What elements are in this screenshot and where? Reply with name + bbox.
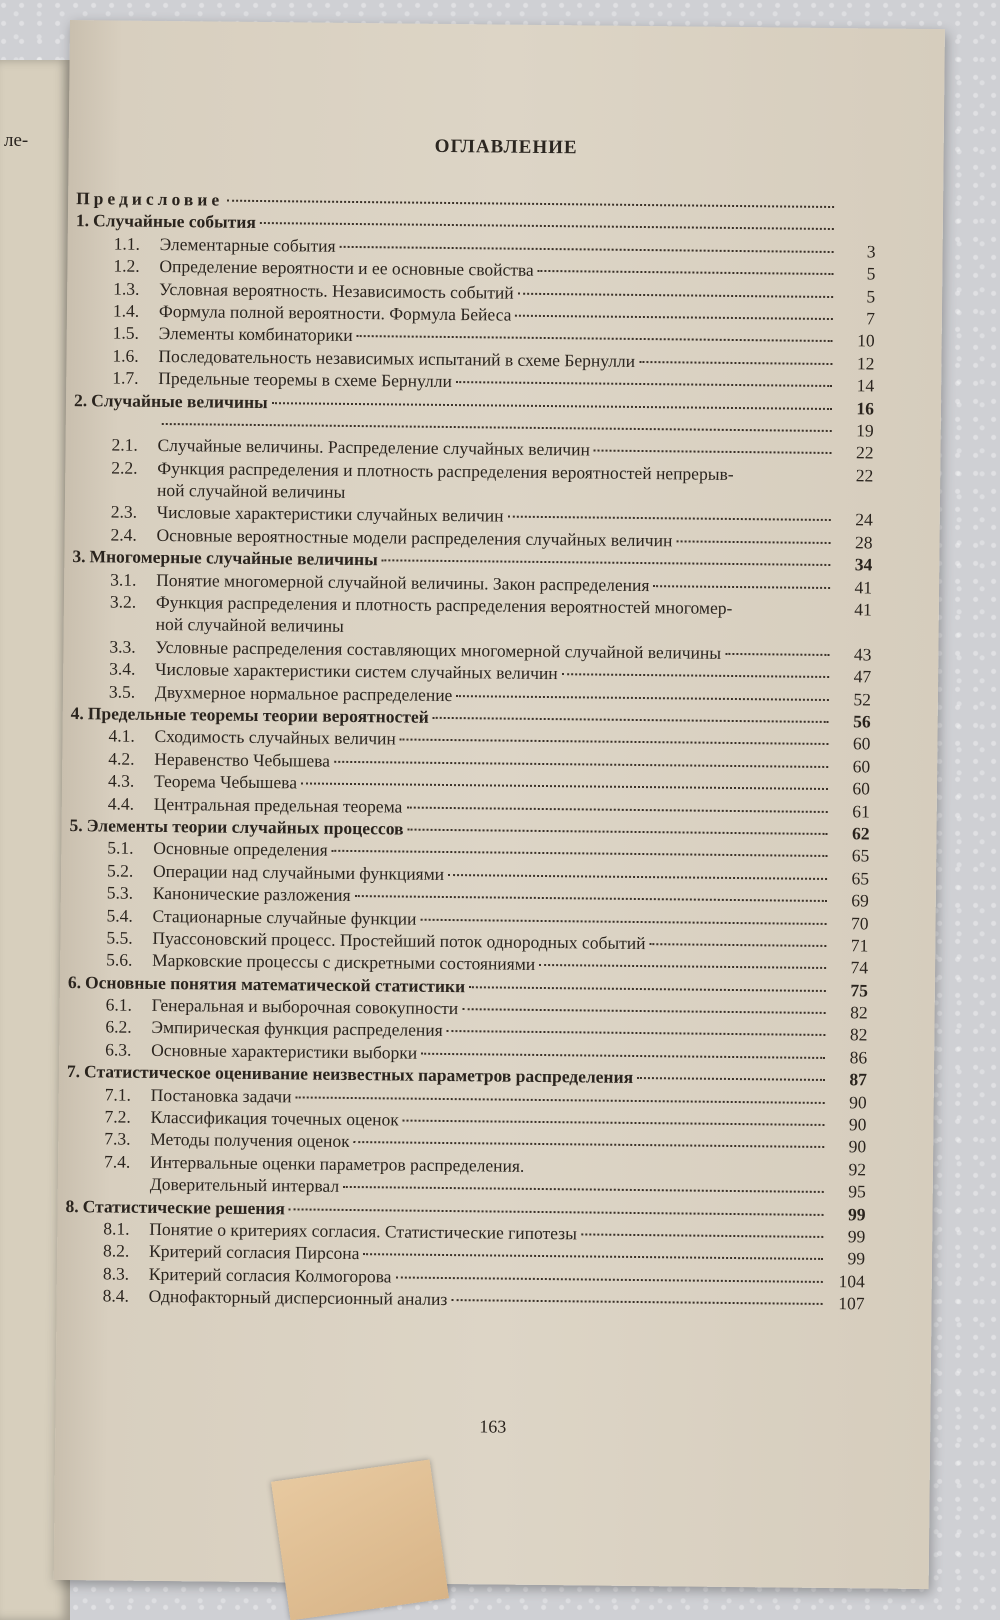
toc-entry-title: Постановка задачи xyxy=(151,1085,292,1107)
dot-leader xyxy=(343,1186,824,1193)
toc-entry-number: 2.1. xyxy=(111,435,157,456)
toc-entry-title: Основные определения xyxy=(153,838,328,861)
book-page xyxy=(54,20,945,1589)
toc-entry-title: ной случайной величины xyxy=(157,480,345,503)
toc-chapter-number: 7. xyxy=(67,1061,80,1082)
toc-entry-number: 5.6. xyxy=(106,950,152,971)
dot-leader xyxy=(650,943,827,947)
toc-entry-title: Случайные величины. Распределение случайных величин xyxy=(157,435,590,461)
spacer xyxy=(734,480,836,481)
toc-page-number: 28 xyxy=(834,532,872,553)
toc-entry-number: 5.5. xyxy=(106,927,152,948)
dot-leader xyxy=(676,540,830,544)
dot-leader xyxy=(594,450,832,454)
dot-leader xyxy=(340,246,834,253)
toc-entry-number: 1.2. xyxy=(113,256,159,277)
toc-page-number: 69 xyxy=(831,890,869,911)
spacer xyxy=(732,614,834,615)
dot-leader xyxy=(637,1077,825,1081)
dot-leader xyxy=(354,1141,825,1148)
toc-entry-number: 8.3. xyxy=(103,1263,149,1284)
toc-entry-title: Элементарные события xyxy=(160,234,336,257)
dot-leader xyxy=(301,783,828,791)
toc-page-number: 74 xyxy=(830,957,868,978)
toc-page-number: 71 xyxy=(830,935,868,956)
spacer xyxy=(344,632,834,637)
toc-entry-number: 3.5. xyxy=(109,681,155,702)
toc-entry-number: 2.2. xyxy=(111,457,157,478)
dot-leader xyxy=(433,717,829,723)
toc-entry-title: Последовательность независимых испытаний в схеме Бернулли xyxy=(158,346,635,372)
toc-chapter-number: 4. xyxy=(71,703,84,724)
toc-entry-title: Элементы теории случайных процессов xyxy=(87,815,404,839)
toc-page-number: 34 xyxy=(834,554,872,575)
toc-entry-number: 4.3. xyxy=(108,771,154,792)
toc-page-number: 90 xyxy=(828,1136,866,1157)
toc-page-number: 47 xyxy=(833,666,871,687)
dot-leader xyxy=(272,402,832,410)
dot-leader xyxy=(538,270,834,275)
toc-entry-number: 1.6. xyxy=(112,345,158,366)
toc-entry-title: Функция распределения и плотность распределения вероятностей многомер- xyxy=(156,592,733,619)
dot-leader xyxy=(421,1053,825,1059)
toc-page-number: 24 xyxy=(835,510,873,531)
dot-leader xyxy=(581,1233,823,1238)
toc-entry-number: 7.4. xyxy=(104,1151,150,1172)
page-number: 163 xyxy=(55,1412,930,1442)
toc-entry-number: 8.4. xyxy=(103,1286,149,1307)
toc-entry-title: Канонические разложения xyxy=(153,883,351,906)
dot-leader xyxy=(355,895,827,902)
toc-entry-number: 1.7. xyxy=(112,368,158,389)
toc-entry-title: Двухмерное нормальное распределение xyxy=(155,682,453,706)
toc-entry-title: Предисловие xyxy=(76,188,223,211)
toc-page-number: 5 xyxy=(837,286,875,307)
toc-entry-title: Условная вероятность. Независимость событий xyxy=(159,279,514,304)
toc-entry-title: Стационарные случайные функции xyxy=(153,905,417,929)
toc-page-number: 65 xyxy=(831,868,869,889)
toc-page-number: 16 xyxy=(836,398,874,419)
toc-entry-title: Доверительный интервал xyxy=(150,1174,340,1197)
toc-entry-title: Понятие многомерной случайной величины. Закон распределения xyxy=(156,570,650,596)
toc-page-number: 5 xyxy=(837,263,875,284)
dot-leader xyxy=(289,1208,824,1216)
toc-page-number: 99 xyxy=(827,1226,865,1247)
toc-page-number: 82 xyxy=(830,1002,868,1023)
dot-leader xyxy=(725,653,829,656)
dot-leader xyxy=(227,200,834,208)
toc-page-number: 107 xyxy=(826,1293,864,1314)
toc-entry-number: 4.4. xyxy=(108,793,154,814)
toc-entry-number: 6.3. xyxy=(105,1039,151,1060)
dot-leader xyxy=(456,381,832,387)
toc-chapter-number: 8. xyxy=(65,1196,78,1217)
toc-entry-title: Понятие о критериях согласия. Статистические гипотезы xyxy=(149,1219,577,1244)
dot-leader xyxy=(400,739,829,745)
toc-chapter-number: 6. xyxy=(68,972,81,993)
toc-entry-number: 1.3. xyxy=(113,278,159,299)
dot-leader xyxy=(403,1120,825,1126)
toc-page-number: 62 xyxy=(831,823,869,844)
toc-entry-title: Эмпирическая функция распределения xyxy=(151,1017,442,1041)
toc-page-number: 3 xyxy=(838,241,876,262)
toc-entry-title: Классификация точечных оценок xyxy=(150,1107,399,1131)
toc-entry-title: Элементы комбинаторики xyxy=(159,323,353,346)
toc-chapter-number: 2. xyxy=(74,390,87,411)
toc-entry-title: Функция распределения и плотность распределения вероятностей непрерыв- xyxy=(157,458,734,485)
toc-page-number: 90 xyxy=(829,1092,867,1113)
toc-page-number: 60 xyxy=(832,756,870,777)
toc-page-number: 99 xyxy=(827,1204,865,1225)
dot-leader xyxy=(334,761,828,768)
toc-entry-number: 7.2. xyxy=(104,1106,150,1127)
toc-entry-title: Сходимость случайных величин xyxy=(154,726,396,750)
toc-page-number: 90 xyxy=(828,1114,866,1135)
toc-page-number: 19 xyxy=(836,420,874,441)
toc-page-number: 41 xyxy=(834,577,872,598)
toc-entry-number: 1.5. xyxy=(113,323,159,344)
toc-entry-title: Теорема Чебышева xyxy=(154,771,297,793)
toc-entry-title: Числовые характеристики случайных величин xyxy=(157,502,504,527)
toc-page-number: 22 xyxy=(835,442,873,463)
dot-leader xyxy=(408,829,828,835)
page-title: ОГЛАВЛЕНИЕ xyxy=(69,132,944,163)
dot-leader xyxy=(395,1276,822,1282)
dot-leader xyxy=(296,1096,825,1104)
dot-leader xyxy=(447,1030,826,1036)
toc-page-number: 95 xyxy=(828,1181,866,1202)
toc-page-number: 52 xyxy=(833,689,871,710)
toc-page-number: 87 xyxy=(829,1069,867,1090)
toc-page-number: 7 xyxy=(837,308,875,329)
toc-entry-title: Однофакторный дисперсионный анализ xyxy=(149,1286,448,1310)
toc-entry-title: Интервальные оценки параметров распределения. xyxy=(150,1152,525,1177)
toc-page-number: 99 xyxy=(827,1248,865,1269)
toc-entry-title: Статистическое оценивание неизвестных параметров распределения xyxy=(84,1061,633,1088)
dot-leader xyxy=(508,516,831,521)
toc-entry-title: Марковские процессы с дискретными состояниями xyxy=(152,950,535,975)
toc-entry-number: 8.1. xyxy=(103,1218,149,1239)
toc-entry-number: 5.1. xyxy=(107,838,153,859)
dot-leader xyxy=(420,918,826,924)
spacer xyxy=(345,498,835,503)
toc-entry-number: 5.2. xyxy=(107,860,153,881)
dot-leader xyxy=(363,1253,823,1260)
dot-leader xyxy=(382,560,831,567)
table-of-contents xyxy=(65,188,877,1316)
toc-chapter-number: 1. xyxy=(76,210,89,231)
toc-entry-title: Операции над случайными функциями xyxy=(153,861,444,885)
toc-entry-number: 7.1. xyxy=(105,1084,151,1105)
toc-page-number: 60 xyxy=(832,733,870,754)
toc-entry-title: Предельные теоремы в схеме Бернулли xyxy=(158,368,452,392)
dot-leader xyxy=(562,673,829,678)
toc-page-number: 22 xyxy=(835,465,873,486)
toc-entry-number: 1.4. xyxy=(113,300,159,321)
toc-entry-title: Основные понятия математической статистики xyxy=(85,972,465,997)
toc-entry-title: Центральная предельная теорема xyxy=(154,793,403,817)
toc-entry-title: Пуассоновский процесс. Простейший поток однородных событий xyxy=(152,928,645,954)
spacer xyxy=(524,1172,828,1175)
toc-chapter-number: 5. xyxy=(69,815,82,836)
toc-entry-number: 4.2. xyxy=(108,748,154,769)
toc-page-number: 75 xyxy=(830,980,868,1001)
toc-entry-title: Критерий согласия Колмогорова xyxy=(149,1264,392,1288)
toc-page-number: 61 xyxy=(832,801,870,822)
toc-page-number: 14 xyxy=(836,375,874,396)
toc-chapter-number: 3. xyxy=(72,546,85,567)
dot-leader xyxy=(332,850,828,857)
toc-page-number: 82 xyxy=(829,1024,867,1045)
dot-leader xyxy=(639,361,832,365)
toc-entry-title: Основные вероятностные модели распределения случайных величин xyxy=(156,525,672,551)
dot-leader xyxy=(469,986,826,992)
toc-page-number: 41 xyxy=(834,599,872,620)
dot-leader xyxy=(456,695,829,701)
toc-entry-number: 8.2. xyxy=(103,1241,149,1262)
toc-entry-title: ной случайной величины xyxy=(156,614,344,637)
toc-page-number: 10 xyxy=(837,330,875,351)
previous-page-text-fragment: ле- xyxy=(4,130,28,152)
toc-page-number: 43 xyxy=(833,644,871,665)
toc-entry-number: 2.4. xyxy=(111,524,157,545)
dot-leader xyxy=(451,1299,822,1305)
toc-entry-title: Многомерные случайные величины xyxy=(89,546,378,570)
toc-entry-title: Формула полной вероятности. Формула Бейеса xyxy=(159,301,512,326)
toc-entry-number: 6.1. xyxy=(106,994,152,1015)
toc-entry-title: Критерий согласия Пирсона xyxy=(149,1241,360,1264)
toc-page-number: 65 xyxy=(831,845,869,866)
toc-entry-title: Основные характеристики выборки xyxy=(151,1040,417,1064)
toc-entry-number: 1.1. xyxy=(114,233,160,254)
toc-entry-number: 3.2. xyxy=(110,591,156,612)
toc-entry-number: 3.1. xyxy=(110,569,156,590)
toc-entry-title: Случайные события xyxy=(93,211,256,234)
toc-entry-number: 5.4. xyxy=(107,905,153,926)
toc-entry-title: Методы получения оценок xyxy=(150,1129,350,1152)
dot-leader xyxy=(162,423,832,432)
dot-leader xyxy=(406,806,827,812)
toc-page-number: 92 xyxy=(828,1159,866,1180)
toc-page-number: 56 xyxy=(833,711,871,732)
toc-entry-number: 3.4. xyxy=(109,659,155,680)
toc-page-number: 70 xyxy=(830,913,868,934)
dot-leader xyxy=(515,315,833,320)
toc-entry-number: 7.3. xyxy=(104,1129,150,1150)
dot-leader xyxy=(539,964,826,969)
toc-entry-title: Неравенство Чебышева xyxy=(154,749,330,772)
dot-leader xyxy=(462,1008,825,1014)
toc-entry-title: Числовые характеристики систем случайных величин xyxy=(155,659,558,684)
toc-entry-title: Условные распределения составляющих многомерной случайной величины xyxy=(155,637,721,664)
dot-leader xyxy=(357,335,833,342)
toc-entry-number: 6.2. xyxy=(105,1017,151,1038)
dot-leader xyxy=(518,292,834,297)
dot-leader xyxy=(448,874,827,880)
toc-entry-number: 4.1. xyxy=(108,726,154,747)
dot-leader xyxy=(653,585,830,589)
toc-entry-number: 3.3. xyxy=(109,636,155,657)
toc-entry-title: Определение вероятности и ее основные свойства xyxy=(159,256,534,281)
toc-page-number: 12 xyxy=(836,353,874,374)
toc-page-number: 104 xyxy=(827,1271,865,1292)
dot-leader xyxy=(260,222,834,230)
toc-entry-title: Генеральная и выборочная совокупности xyxy=(152,995,459,1019)
toc-page-number: 60 xyxy=(832,778,870,799)
toc-page-number: 86 xyxy=(829,1047,867,1068)
toc-entry-title: Предельные теоремы теории вероятностей xyxy=(88,703,429,728)
toc-entry-number: 2.3. xyxy=(111,502,157,523)
toc-entry-title: Случайные величины xyxy=(91,390,268,413)
toc-entry-number: 5.3. xyxy=(107,883,153,904)
toc-entry-title: Статистические решения xyxy=(83,1196,285,1219)
